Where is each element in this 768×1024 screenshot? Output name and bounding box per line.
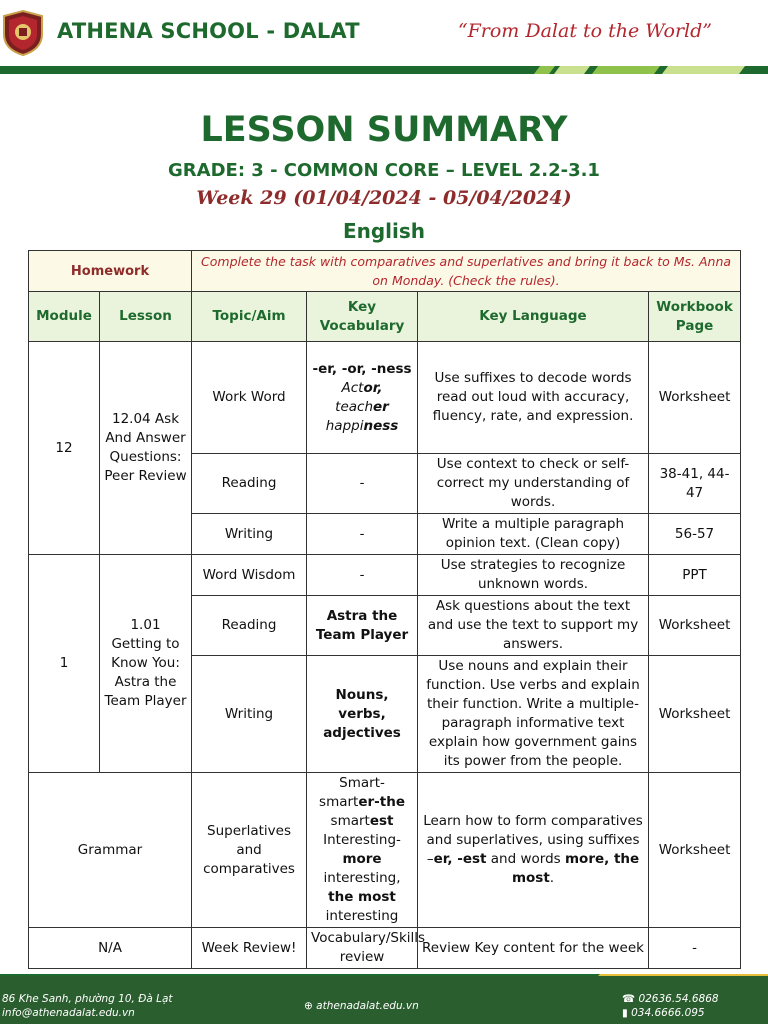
table-row: [29, 342, 741, 454]
homework-label: Homework: [29, 251, 192, 292]
page-footer: [0, 976, 768, 1024]
vocab-cell: [307, 342, 418, 454]
topic-cell: Reading: [192, 454, 307, 514]
vocab-word: Actor,: [341, 379, 383, 396]
topic-cell: Superlatives and comparatives: [192, 773, 307, 928]
language-cell: Write a multiple paragraph opinion text. (Clean copy): [418, 514, 649, 555]
globe-icon: ⊕: [304, 1000, 313, 1012]
topic-cell: Word Wisdom: [192, 555, 307, 596]
topic-cell: Work Word: [192, 342, 307, 454]
col-header-lesson: Lesson: [100, 292, 192, 342]
week-subtitle: Week 29 (01/04/2024 - 05/04/2024): [196, 187, 572, 209]
table-row: [29, 555, 741, 596]
topic-cell: Writing: [192, 514, 307, 555]
topic-cell: Week Review!: [192, 928, 307, 969]
page-title: LESSON SUMMARY: [200, 110, 568, 150]
homework-text: Complete the task with comparatives and superlatives and bring it back to Ms. Anna on Monday. (Check the rules).: [192, 251, 741, 292]
footer-address: 86 Khe Sanh, phường 10, Đà Lạt: [2, 993, 173, 1005]
school-crest-icon: [2, 10, 44, 56]
language-cell: Ask questions about the text and use the text to support my answers.: [418, 596, 649, 656]
topic-cell: Writing: [192, 656, 307, 773]
review-label: N/A: [29, 928, 192, 969]
header-stripe: [0, 66, 768, 74]
page-cell: Worksheet: [649, 596, 741, 656]
col-header-module: Module: [29, 292, 100, 342]
col-header-vocabulary: Key Vocabulary: [307, 292, 418, 342]
footer-email: info@athenadalat.edu.vn: [2, 1007, 135, 1019]
language-cell: Use context to check or self-correct my understanding of words.: [418, 454, 649, 514]
vocab-cell: -: [307, 454, 418, 514]
vocab-cell: Smart- smarter-the smartest Interesting- more interesting, the most interesting: [307, 773, 418, 928]
vocab-cell: Vocabulary/Skills review: [307, 928, 418, 969]
language-cell: Use suffixes to decode words read out loud with accuracy, fluency, rate, and expression.: [418, 342, 649, 454]
module-cell: 12: [29, 342, 100, 555]
school-motto: “From Dalat to the World”: [457, 20, 712, 42]
lesson-table: [28, 250, 741, 969]
col-header-workbook: Workbook Page: [649, 292, 741, 342]
page-cell: 56-57: [649, 514, 741, 555]
header-row: [29, 292, 741, 342]
lesson-cell: 1.01 Getting to Know You: Astra the Team Player: [100, 555, 192, 773]
vocab-cell: -: [307, 555, 418, 596]
page-cell: Worksheet: [649, 656, 741, 773]
footer-phone1: ☎ 02636.54.6868: [622, 993, 719, 1005]
page-cell: PPT: [649, 555, 741, 596]
mobile-icon: ▮: [622, 1007, 628, 1019]
vocab-suffix-title: -er, -or, -ness: [312, 360, 412, 377]
vocab-word: teacher: [335, 398, 389, 415]
page-cell: Worksheet: [649, 342, 741, 454]
col-header-language: Key Language: [418, 292, 649, 342]
language-cell: Review Key content for the week: [418, 928, 649, 969]
language-cell: Use strategies to recognize unknown words.: [418, 555, 649, 596]
vocab-cell: -: [307, 514, 418, 555]
subject-title: English: [342, 219, 426, 243]
grade-subtitle: GRADE: 3 - COMMON CORE – LEVEL 2.2-3.1: [168, 160, 600, 181]
school-name: ATHENA SCHOOL - DALAT: [57, 19, 360, 43]
lesson-cell: 12.04 Ask And Answer Questions: Peer Review: [100, 342, 192, 555]
phone-icon: ☎: [622, 993, 636, 1005]
module-cell: 1: [29, 555, 100, 773]
grammar-row: [29, 773, 741, 928]
col-header-topic: Topic/Aim: [192, 292, 307, 342]
review-row: [29, 928, 741, 969]
page-cell: 38-41, 44-47: [649, 454, 741, 514]
footer-phone2: ▮ 034.6666.095: [622, 1007, 705, 1019]
page-header: [0, 0, 768, 76]
homework-row: [29, 251, 741, 292]
language-cell: Use nouns and explain their function. Use verbs and explain their function. Write a multiple-paragraph informative text explain how government gains its power from the people.: [418, 656, 649, 773]
page-cell: -: [649, 928, 741, 969]
footer-website: ⊕ athenadalat.edu.vn: [304, 1000, 419, 1012]
vocab-word: happiness: [325, 417, 399, 434]
topic-cell: Reading: [192, 596, 307, 656]
vocab-cell: Astra the Team Player: [307, 596, 418, 656]
page-cell: Worksheet: [649, 773, 741, 928]
language-cell: Learn how to form comparatives and superlatives, using suffixes –er, -est and words more, the most.: [418, 773, 649, 928]
vocab-cell: Nouns, verbs, adjectives: [307, 656, 418, 773]
grammar-label: Grammar: [29, 773, 192, 928]
